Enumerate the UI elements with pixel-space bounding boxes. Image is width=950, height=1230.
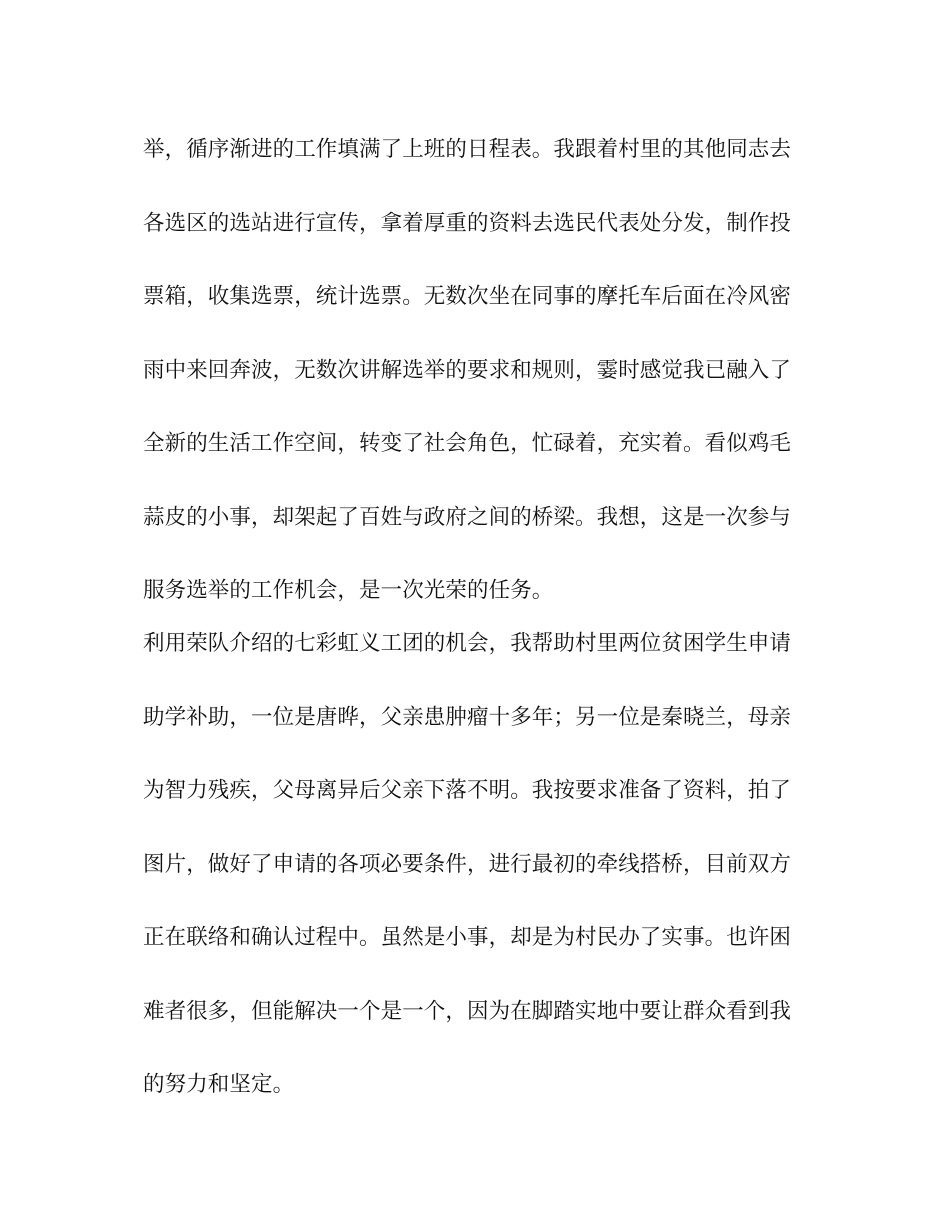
paragraph-2 (143, 626, 823, 1141)
paragraph-line: 雨中来回奔波，无数次讲解选举的要求和规则，霎时感觉我已融入了 (143, 357, 792, 383)
paragraph-line: 全新的生活工作空间，转变了社会角色，忙碌着，充实着。看似鸡毛 (143, 431, 792, 456)
paragraph-line: 蒜皮的小事，却架起了百姓与政府之间的桥梁。我想，这是一次参与 (143, 504, 792, 530)
paragraph-line: 图片，做好了申请的各项必要条件，进行最初的牵线搭桥，目前双方 (143, 851, 792, 877)
paragraph-line: 票箱，收集选票，统计选票。无数次坐在同事的摩托车后面在冷风密 (143, 284, 792, 309)
paragraph-line: 正在联络和确认过程中。虽然是小事，却是为村民办了实事。也许困 (143, 925, 792, 950)
paragraph-line: 服务选举的工作机会，是一次光荣的任务。 (143, 578, 554, 603)
paragraph-line: 助学补助，一位是唐晔，父亲患肿瘤十多年；另一位是秦晓兰，母亲 (143, 704, 792, 730)
paragraph-line: 难者很多，但能解决一个是一个，因为在脚踏实地中要让群众看到我 (143, 998, 792, 1024)
paragraph-line: 各选区的选站进行宣传，拿着厚重的资料去选民代表处分发，制作投 (143, 210, 792, 236)
paragraph-line: 举，循序渐进的工作填满了上班的日程表。我跟着村里的其他同志去 (143, 137, 792, 162)
paragraph-1 (143, 132, 823, 647)
paragraph-line: 的努力和坚定。 (143, 1072, 295, 1097)
paragraph-line: 为智力残疾，父母离异后父亲下落不明。我按要求准备了资料，拍了 (143, 778, 792, 803)
paragraph-line: 利用荣队介绍的七彩虹义工团的机会，我帮助村里两位贫困学生申请 (143, 631, 792, 656)
